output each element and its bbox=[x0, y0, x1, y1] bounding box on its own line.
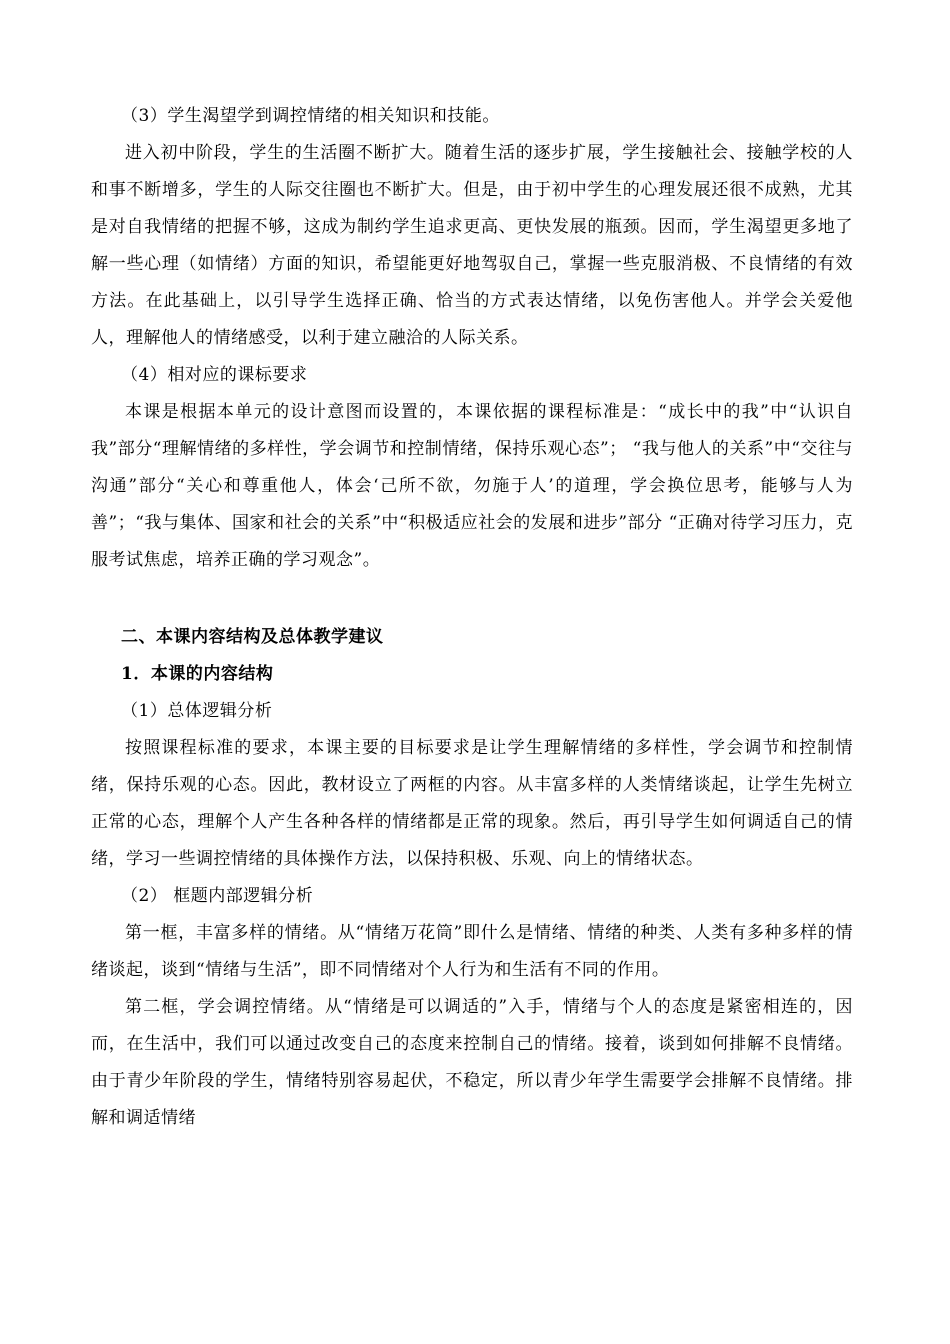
item4-paragraph: 本课是根据本单元的设计意图而设置的，本课依据的课程标准是：“成长中的我”中“认识自我”部分“理解情绪的多样性，学会调节和控制情绪，保持乐观心态”； “我与他人的关系”中“交往与沟通”部分“关心和尊重他人，体会‘己所不欲，勿施于人’的道理，学会换位思考，能够与人为善”；“我与集体、国家和社会的关系”中“积极适应社会的发展和进步”部分 “正确对待学习压力，克服考试焦虑，培养正确的学习观念”。 bbox=[91, 402, 853, 570]
sub2-paragraph-1: 第一框，丰富多样的情绪。从“情绪万花筒”即什么是情绪、情绪的种类、人类有多种多样的情绪谈起，谈到“情绪与生活”，即不同情绪对个人行为和生活有不同的作用。 bbox=[91, 923, 853, 980]
item4-title: （4）相对应的课标要求 bbox=[121, 365, 308, 385]
item3-paragraph: 进入初中阶段，学生的生活圈不断扩大。随着生活的逐步扩展，学生接触社会、接触学校的人和事不断增多，学生的人际交往圈也不断扩大。但是，由于初中学生的心理发展还很不成熟，尤其是对自我情绪的把握不够，这成为制约学生追求更高、更快发展的瓶颈。因而，学生渴望更多地了解一些心理（如情绪）方面的知识，希望能更好地驾驭自己，掌握一些克服消极、不良情绪的有效方法。在此基础上，以引导学生选择正确、恰当的方式表达情绪，以免伤害他人。并学会关爱他人，理解他人的情绪感受，以利于建立融洽的人际关系。 bbox=[91, 143, 853, 348]
sub1-paragraph: 按照课程标准的要求，本课主要的目标要求是让学生理解情绪的多样性，学会调节和控制情绪，保持乐观的心态。因此，教材设立了两框的内容。从丰富多样的人类情绪谈起，让学生先树立正常的心态，理解个人产生各种各样的情绪都是正常的现象。然后，再引导学生如何调适自己的情绪，学习一些调控情绪的具体操作方法，以保持积极、乐观、向上的情绪状态。 bbox=[91, 738, 853, 869]
sub1-title: （1）总体逻辑分析 bbox=[121, 701, 273, 721]
section-spacer bbox=[91, 579, 853, 619]
section2-heading: 二、本课内容结构及总体教学建议 bbox=[121, 627, 384, 647]
sub2-title: （2） 框题内部逻辑分析 bbox=[121, 886, 314, 906]
sub2-paragraph-2: 第二框，学会调控情绪。从“情绪是可以调适的”入手，情绪与个人的态度是紧密相连的，因而，在生活中，我们可以通过改变自己的态度来控制自己的情绪。接着，谈到如何排解不良情绪。由于青少年阶段的学生，情绪特别容易起伏，不稳定，所以青少年学生需要学会排解不良情绪。排解和调适情绪 bbox=[91, 997, 853, 1128]
section2-1-heading: 1．本课的内容结构 bbox=[121, 664, 274, 684]
item3-title: （3）学生渴望学到调控情绪的相关知识和技能。 bbox=[121, 106, 500, 126]
document-body bbox=[91, 98, 853, 1137]
